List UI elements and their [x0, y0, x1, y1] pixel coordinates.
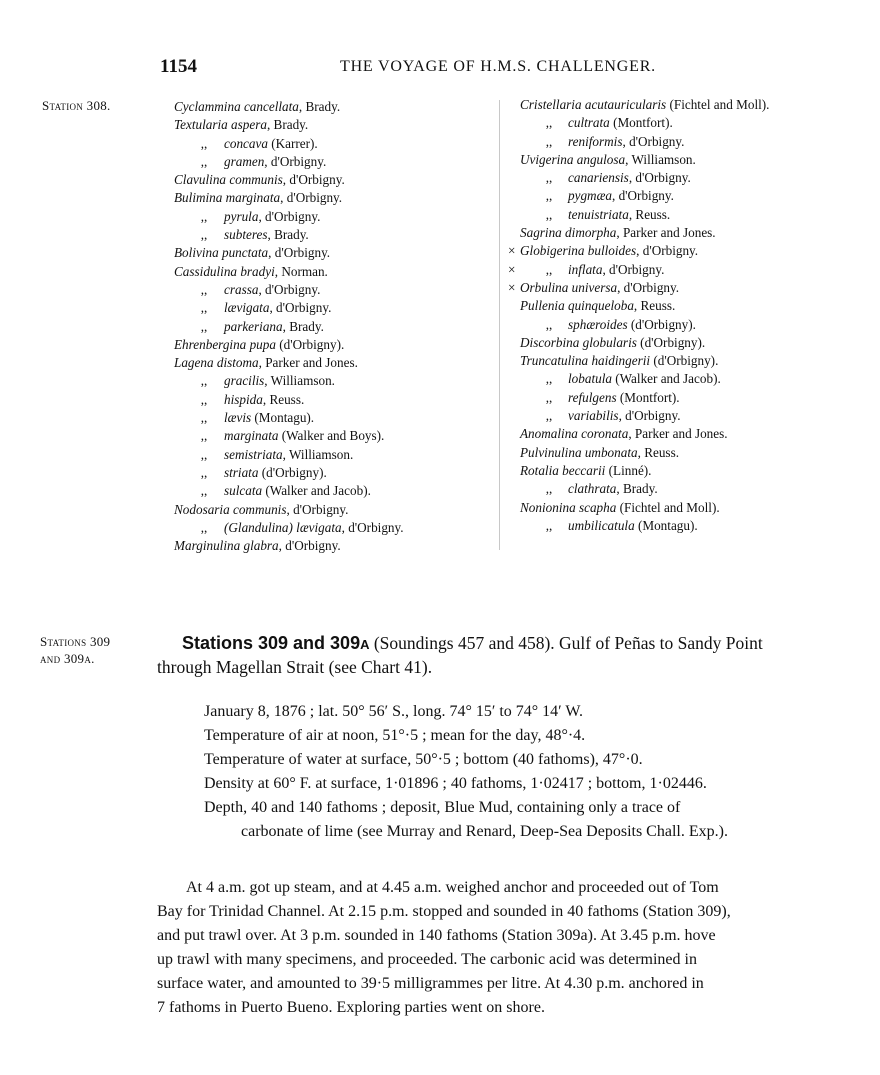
species-name: crassa — [224, 281, 259, 297]
species-name: clathrata — [568, 481, 617, 497]
species-author: , Williamson. — [625, 151, 696, 167]
heading-bold: Stations 309 and 309 — [182, 633, 361, 653]
species-entry — [174, 299, 404, 317]
station-308-label: Station 308. — [42, 98, 111, 113]
ditto-mark: ,, — [200, 281, 208, 297]
species-author: , Brady. — [267, 227, 309, 243]
species-author: , d'Orbigny. — [602, 261, 665, 277]
species-name: Sagrina dimorpha — [520, 225, 617, 241]
narrative-line: Bay for Trinidad Channel. At 2.15 p.m. stopped and sounded in 40 fathoms (Station 309), — [157, 903, 731, 920]
ditto-mark: ,, — [200, 208, 208, 224]
species-entry — [508, 316, 769, 334]
species-author: (d'Orbigny). — [636, 334, 706, 350]
species-name: gramen — [224, 153, 265, 169]
species-author: , d'Orbigny. — [278, 538, 341, 554]
species-entry — [174, 537, 404, 555]
species-name: lobatula — [568, 371, 612, 387]
species-entry — [174, 464, 404, 482]
ditto-mark: ,, — [545, 170, 553, 186]
species-name: canariensis — [568, 170, 629, 186]
ditto-mark: ,, — [200, 483, 208, 499]
species-name: lævigata — [224, 300, 270, 316]
species-entry — [174, 226, 404, 244]
species-name: Cristellaria acutauricularis — [520, 97, 667, 112]
species-name: pygmæa — [568, 188, 612, 204]
species-author: , d'Orbigny. — [282, 172, 345, 188]
species-name: Marginulina glabra — [174, 538, 279, 554]
species-name: inflata — [568, 261, 603, 277]
species-entry — [508, 261, 769, 279]
species-entry — [174, 189, 404, 207]
species-entry — [174, 427, 404, 445]
narrative-line: 7 fathoms in Puerto Bueno. Exploring parties went on shore. — [157, 999, 545, 1016]
species-author: , Brady. — [616, 481, 658, 497]
ditto-mark: ,, — [545, 261, 553, 277]
species-entry — [508, 114, 769, 132]
species-author: (Fichtel and Moll). — [616, 499, 720, 515]
ditto-mark: ,, — [200, 227, 208, 243]
species-name: tenuistriata — [568, 206, 629, 222]
ditto-mark: ,, — [200, 464, 208, 480]
species-name: Pullenia quinqueloba — [520, 298, 634, 314]
species-entry — [508, 187, 769, 205]
ditto-mark: ,, — [200, 300, 208, 316]
species-author: , Williamson. — [282, 446, 354, 462]
station-309-label-line1: Stations 309 — [40, 634, 111, 649]
species-list-right — [508, 96, 769, 535]
species-name: concava — [224, 135, 268, 151]
species-entry — [174, 391, 404, 409]
narrative-line: and put trawl over. At 3 p.m. sounded in 140 fathoms (Station 309a). At 3.45 p.m. hove — [157, 927, 716, 944]
species-author: , d'Orbigny. — [611, 188, 674, 204]
species-author: , Williamson. — [264, 373, 335, 389]
ditto-mark: ,, — [200, 135, 208, 151]
species-entry — [174, 281, 404, 299]
species-author: , d'Orbigny. — [618, 408, 681, 424]
cross-mark: × — [508, 261, 516, 277]
species-author: , Brady. — [282, 318, 324, 334]
species-entry — [174, 336, 404, 354]
species-name: semistriata — [224, 446, 283, 462]
species-author: , Reuss. — [637, 444, 679, 460]
species-name: hispida — [224, 391, 263, 407]
species-author: , d'Orbigny. — [269, 300, 332, 316]
species-name: refulgens — [568, 389, 617, 405]
species-name: (Glandulina) lævigata — [224, 519, 342, 535]
species-name: marginata — [224, 428, 279, 444]
species-entry — [174, 446, 404, 464]
species-name: Truncatulina haidingerii — [520, 353, 651, 369]
detail-line: Depth, 40 and 140 fathoms ; deposit, Blue Mud, containing only a trace of — [204, 799, 681, 816]
species-name: Discorbina globularis — [520, 334, 637, 350]
ditto-mark: ,, — [545, 316, 553, 332]
species-entry — [174, 244, 404, 262]
species-name: Orbulina universa — [520, 279, 618, 295]
species-entry — [508, 444, 769, 462]
species-name: gracilis — [224, 373, 265, 389]
species-name: Globigerina bulloides — [520, 243, 637, 259]
species-entry — [174, 372, 404, 390]
species-entry — [508, 151, 769, 169]
ditto-mark: ,, — [200, 391, 208, 407]
species-entry — [508, 242, 769, 260]
species-author: (Walker and Boys). — [278, 428, 385, 444]
species-entry — [508, 279, 769, 297]
species-name: umbilicatula — [568, 517, 635, 533]
species-author: , Reuss. — [633, 298, 676, 314]
ditto-mark: ,, — [545, 133, 553, 149]
species-author: (Montagu). — [251, 410, 315, 426]
species-author: , d'Orbigny. — [280, 190, 343, 206]
species-entry — [174, 501, 404, 519]
heading-bold-suffix: A — [360, 637, 370, 652]
species-author: , Brady. — [298, 99, 341, 114]
species-entry — [508, 425, 769, 443]
species-entry — [174, 354, 404, 372]
species-entry — [508, 480, 769, 498]
species-author: , d'Orbigny. — [258, 208, 321, 224]
species-name: striata — [224, 464, 259, 480]
species-entry — [508, 169, 769, 187]
species-name: pyrula — [224, 208, 259, 224]
species-entry — [174, 318, 404, 336]
species-name: Anomalina coronata — [520, 426, 629, 442]
ditto-mark: ,, — [545, 389, 553, 405]
species-author: (d'Orbigny). — [627, 316, 696, 332]
species-entry — [174, 208, 404, 226]
station-309-label — [40, 633, 110, 667]
species-name: lævis — [224, 410, 252, 426]
ditto-mark: ,, — [545, 408, 553, 424]
ditto-mark: ,, — [200, 428, 208, 444]
species-author: (d'Orbigny). — [650, 353, 719, 369]
species-author: , d'Orbigny. — [268, 245, 331, 261]
heading-rest: (Soundings 457 and 458). Gulf of Peñas to Sandy Point — [369, 633, 763, 653]
detail-line: January 8, 1876 ; lat. 50° 56′ S., long. 74° 15′ to 74° 14′ W. — [204, 703, 584, 720]
species-entry — [174, 482, 404, 500]
species-name: variabilis — [568, 408, 619, 424]
ditto-mark: ,, — [545, 206, 553, 222]
ditto-mark: ,, — [545, 115, 553, 131]
species-name: parkeriana — [224, 318, 283, 334]
species-name: sphæroides — [568, 316, 628, 332]
species-name: Uvigerina angulosa — [520, 151, 626, 167]
species-name: Bolivina punctata — [174, 245, 269, 261]
species-author: (Linné). — [605, 462, 652, 478]
species-name: Ehrenbergina pupa — [174, 336, 276, 352]
species-entry — [174, 171, 404, 189]
species-name: Nonionina scapha — [520, 499, 617, 515]
species-name: Textularia aspera — [174, 117, 267, 133]
ditto-mark: ,, — [200, 153, 208, 169]
species-entry — [174, 263, 404, 281]
species-entry — [174, 153, 404, 171]
species-name: Nodosaria communis — [174, 501, 287, 517]
ditto-mark: ,, — [545, 371, 553, 387]
ditto-mark: ,, — [545, 517, 553, 533]
species-entry — [508, 133, 769, 151]
species-name: subteres — [224, 227, 268, 243]
detail-line: Density at 60° F. at surface, 1·01896 ; 40 fathoms, 1·02417 ; bottom, 1·02446. — [204, 775, 707, 792]
ditto-mark: ,, — [200, 446, 208, 462]
species-author: , d'Orbigny. — [258, 281, 321, 297]
cross-mark: × — [508, 279, 516, 295]
species-entry — [174, 135, 404, 153]
species-author: , d'Orbigny. — [341, 519, 404, 535]
species-author: , Parker and Jones. — [258, 355, 358, 371]
ditto-mark: ,, — [200, 373, 208, 389]
species-entry — [508, 206, 769, 224]
ditto-mark: ,, — [200, 519, 208, 535]
species-entry — [508, 389, 769, 407]
species-author: , Brady. — [266, 117, 309, 133]
station-309-heading — [182, 633, 763, 654]
species-entry — [174, 116, 404, 134]
species-author: , Reuss. — [628, 206, 671, 222]
detail-line: Temperature of water at surface, 50°·5 ; bottom (40 fathoms), 47°·0. — [204, 751, 643, 768]
narrative-line: At 4 a.m. got up steam, and at 4.45 a.m. weighed anchor and proceeded out of Tom — [186, 879, 719, 896]
species-author: , d'Orbigny. — [286, 501, 349, 517]
detail-line: carbonate of lime (see Murray and Renard, Deep-Sea Deposits Chall. Exp.). — [241, 823, 728, 840]
running-title: THE VOYAGE OF H.M.S. CHALLENGER. — [340, 58, 656, 75]
species-name: Rotalia beccarii — [520, 462, 606, 478]
ditto-mark: ,, — [545, 481, 553, 497]
detail-line: Temperature of air at noon, 51°·5 ; mean for the day, 48°·4. — [204, 727, 586, 744]
species-entry — [508, 370, 769, 388]
species-entry — [174, 409, 404, 427]
station-309-label-line2: and 309a. — [40, 651, 95, 666]
species-entry — [174, 519, 404, 537]
ditto-mark: ,, — [545, 188, 553, 204]
ditto-mark: ,, — [200, 410, 208, 426]
column-divider — [499, 100, 500, 550]
species-name: reniformis — [568, 133, 623, 149]
species-entry — [508, 462, 769, 480]
species-author: , d'Orbigny. — [622, 133, 685, 149]
species-name: Bulimina marginata — [174, 190, 281, 206]
page-number: 1154 — [160, 56, 197, 77]
species-entry — [508, 517, 769, 535]
species-author: (d'Orbigny). — [258, 464, 327, 480]
species-author: , Parker and Jones. — [628, 426, 728, 442]
species-entry — [508, 334, 769, 352]
station-309-heading-line2: through Magellan Strait (see Chart 41). — [157, 657, 433, 677]
species-name: sulcata — [224, 483, 263, 499]
species-name: Lagena distoma — [174, 355, 259, 371]
species-author: (Walker and Jacob). — [611, 371, 721, 387]
species-list-left — [174, 98, 404, 555]
species-name: Cassidulina bradyi — [174, 263, 275, 279]
species-author: (d'Orbigny). — [275, 336, 345, 352]
ditto-mark: ,, — [200, 318, 208, 334]
species-author: , Parker and Jones. — [616, 225, 716, 241]
species-author: (Montfort). — [616, 389, 680, 405]
species-author: , d'Orbigny. — [617, 279, 680, 295]
species-author: , d'Orbigny. — [636, 243, 699, 259]
cross-mark: × — [508, 243, 516, 259]
species-entry — [508, 224, 769, 242]
species-entry — [508, 499, 769, 517]
species-author: (Walker and Jacob). — [262, 483, 371, 499]
species-author: (Montagu). — [634, 517, 698, 533]
species-name: Cyclammina cancellata — [174, 99, 299, 114]
species-author: , Norman. — [274, 263, 328, 279]
species-author: , Reuss. — [262, 391, 305, 407]
species-name: cultrata — [568, 115, 610, 131]
species-author: , d'Orbigny. — [628, 170, 691, 186]
species-entry — [508, 352, 769, 370]
species-name: Clavulina communis — [174, 172, 283, 188]
narrative-line: up trawl with many specimens, and proceeded. The carbonic acid was determined in — [157, 951, 697, 968]
species-name: Pulvinulina umbonata — [520, 444, 638, 460]
species-author: (Montfort). — [609, 115, 673, 131]
species-entry — [508, 297, 769, 315]
species-author: , d'Orbigny. — [264, 153, 327, 169]
species-entry — [508, 407, 769, 425]
species-entry — [508, 96, 769, 114]
species-author: (Fichtel and Moll). — [666, 97, 770, 112]
species-author: (Karrer). — [267, 135, 318, 151]
narrative-line: surface water, and amounted to 39·5 milligrammes per litre. At 4.30 p.m. anchored in — [157, 975, 704, 992]
species-entry — [174, 98, 404, 116]
